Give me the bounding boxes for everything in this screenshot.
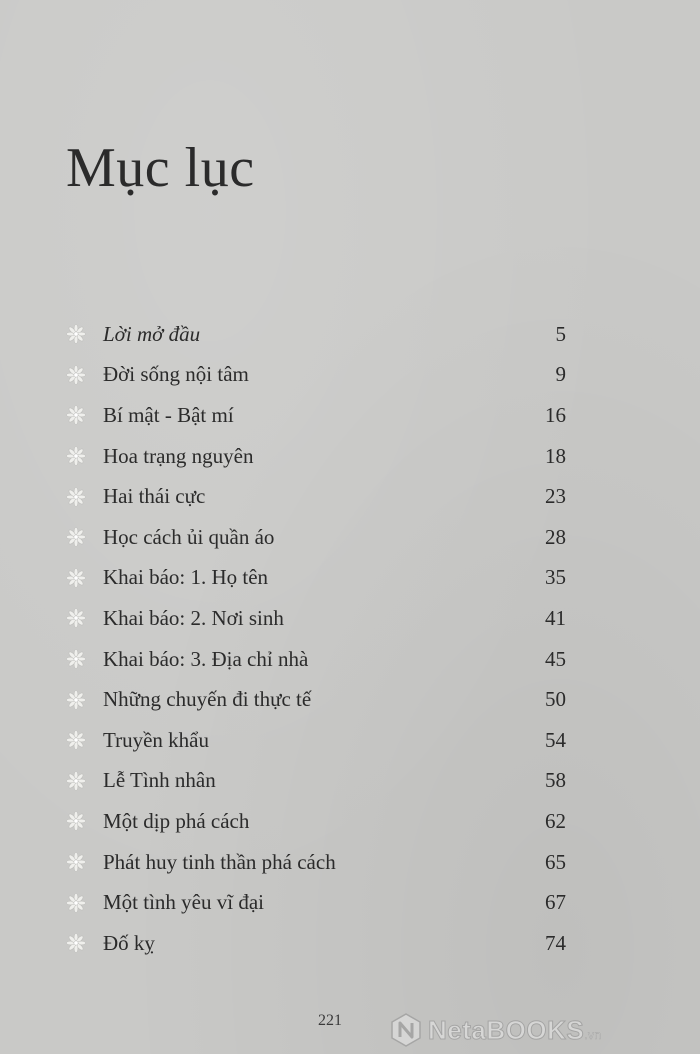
toc-entry-title: Phát huy tinh thần phá cách bbox=[103, 849, 336, 874]
flower-bullet-icon bbox=[66, 324, 86, 344]
toc-entry bbox=[66, 761, 566, 802]
flower-bullet-icon bbox=[66, 608, 86, 628]
toc-entry-title: Đố kỵ bbox=[103, 930, 155, 955]
toc-entry-title: Truyền khẩu bbox=[103, 727, 209, 752]
toc-entry-title: Học cách ủi quần áo bbox=[103, 524, 275, 549]
toc-entry-page: 74 bbox=[545, 930, 566, 955]
toc-entry bbox=[66, 517, 566, 558]
toc-entry-title: Một tình yêu vĩ đại bbox=[103, 890, 264, 915]
flower-bullet-icon bbox=[66, 771, 86, 791]
toc-entry-title: Hoa trạng nguyên bbox=[103, 443, 254, 468]
flower-bullet-icon bbox=[66, 811, 86, 831]
toc-entry-title: Những chuyến đi thực tế bbox=[103, 687, 312, 712]
toc-entry bbox=[66, 436, 566, 477]
toc-entry bbox=[66, 395, 566, 436]
toc-entry-page: 35 bbox=[545, 565, 566, 590]
toc-entry-page: 16 bbox=[545, 402, 566, 427]
watermark-suffix: .vn bbox=[584, 1027, 602, 1042]
watermark-text bbox=[428, 1015, 602, 1046]
toc-entry-page: 65 bbox=[545, 849, 566, 874]
flower-bullet-icon bbox=[66, 649, 86, 669]
toc-entry bbox=[66, 842, 566, 883]
toc-entry-title: Bí mật - Bật mí bbox=[103, 402, 234, 427]
flower-bullet-icon bbox=[66, 730, 86, 750]
toc-entry-page: 50 bbox=[545, 687, 566, 712]
page-number: 221 bbox=[318, 1012, 342, 1029]
toc-entry-title: Hai thái cực bbox=[103, 484, 206, 509]
watermark-brand: NetaBOOKS bbox=[428, 1014, 585, 1045]
flower-bullet-icon bbox=[66, 690, 86, 710]
toc-entry-page: 58 bbox=[545, 768, 566, 793]
toc-entry-title: Lời mở đầu bbox=[103, 321, 201, 346]
toc-entry bbox=[66, 679, 566, 720]
toc-entry-page: 28 bbox=[545, 524, 566, 549]
toc-entry-title: Khai báo: 1. Họ tên bbox=[103, 565, 269, 590]
toc-entry bbox=[66, 923, 566, 964]
flower-bullet-icon bbox=[66, 405, 86, 425]
toc-entry-page: 54 bbox=[545, 727, 566, 752]
toc-entry bbox=[66, 801, 566, 842]
flower-bullet-icon bbox=[66, 487, 86, 507]
netabooks-logo-icon bbox=[388, 1012, 424, 1048]
page-title: Mục lục bbox=[66, 137, 255, 199]
flower-bullet-icon bbox=[66, 568, 86, 588]
toc-entry bbox=[66, 882, 566, 923]
toc-entry-page: 18 bbox=[545, 443, 566, 468]
toc-entry-page: 45 bbox=[545, 646, 566, 671]
flower-bullet-icon bbox=[66, 933, 86, 953]
toc-entry bbox=[66, 639, 566, 680]
toc-entry bbox=[66, 314, 566, 355]
flower-bullet-icon bbox=[66, 893, 86, 913]
toc-entry-page: 41 bbox=[545, 605, 566, 630]
toc-entry-page: 62 bbox=[545, 808, 566, 833]
toc-entry-page: 5 bbox=[555, 321, 566, 346]
toc-entry-title: Một dịp phá cách bbox=[103, 808, 250, 833]
toc-entry-page: 67 bbox=[545, 890, 566, 915]
toc-entry-title: Lễ Tình nhân bbox=[103, 768, 216, 793]
toc-entry-title: Khai báo: 2. Nơi sinh bbox=[103, 605, 284, 630]
toc-entry-title: Đời sống nội tâm bbox=[103, 362, 249, 387]
flower-bullet-icon bbox=[66, 365, 86, 385]
toc-entry bbox=[66, 598, 566, 639]
toc-entry-title: Khai báo: 3. Địa chỉ nhà bbox=[103, 646, 309, 671]
table-of-contents bbox=[66, 314, 566, 964]
toc-entry bbox=[66, 720, 566, 761]
flower-bullet-icon bbox=[66, 527, 86, 547]
toc-entry bbox=[66, 476, 566, 517]
toc-entry bbox=[66, 558, 566, 599]
toc-entry bbox=[66, 355, 566, 396]
watermark bbox=[388, 1010, 694, 1050]
toc-entry-page: 9 bbox=[555, 362, 566, 387]
flower-bullet-icon bbox=[66, 446, 86, 466]
toc-entry-page: 23 bbox=[545, 484, 566, 509]
flower-bullet-icon bbox=[66, 852, 86, 872]
